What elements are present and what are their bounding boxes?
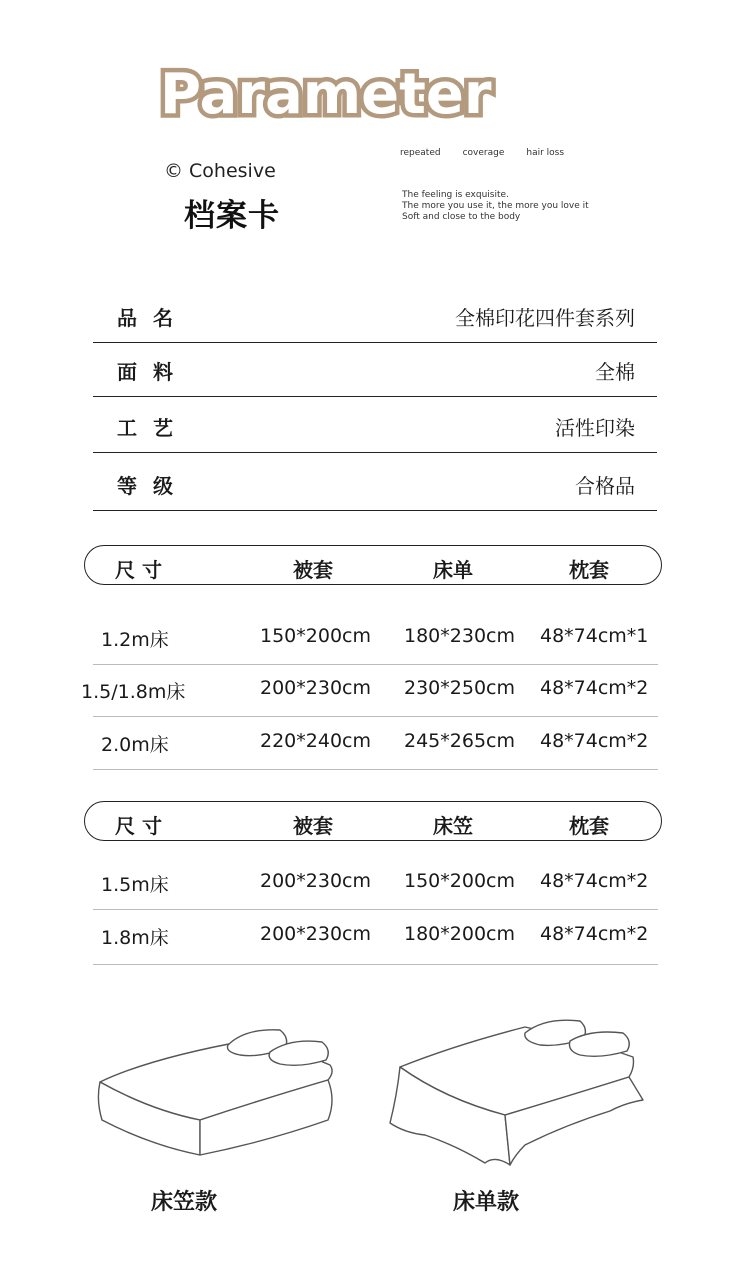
cell-duvet: 200*230cm xyxy=(260,677,371,699)
cell-size: 1.8m床 xyxy=(101,927,169,949)
table-row xyxy=(81,664,658,717)
param-row-name xyxy=(93,288,657,343)
table1-header xyxy=(84,545,662,585)
cell-duvet: 150*200cm xyxy=(260,625,371,647)
table-row xyxy=(93,717,658,770)
cell-size: 2.0m床 xyxy=(101,734,169,756)
header-sheet: 床单 xyxy=(433,558,473,582)
cell-duvet: 200*230cm xyxy=(260,923,371,945)
param-label: 面料 xyxy=(117,360,189,384)
cell-size: 1.5/1.8m床 xyxy=(81,681,186,703)
page-title: Parameter xyxy=(160,62,492,127)
header-duvet: 被套 xyxy=(293,558,333,582)
cell-duvet: 200*230cm xyxy=(260,870,371,892)
cell-size: 1.5m床 xyxy=(101,874,169,896)
tagline-line: The feeling is exquisite. xyxy=(402,190,509,200)
param-label: 工艺 xyxy=(117,416,189,440)
header-pillowcase: 枕套 xyxy=(569,558,609,582)
tag-repeated: repeated xyxy=(400,148,441,158)
cell-sheet: 180*230cm xyxy=(404,625,515,647)
fitted-sheet-style-label: 床笠款 xyxy=(151,1190,218,1215)
param-label: 等级 xyxy=(117,474,189,498)
cell-size: 1.2m床 xyxy=(101,629,169,651)
cell-sheet: 245*265cm xyxy=(404,730,515,752)
cell-fitted-sheet: 180*200cm xyxy=(404,923,515,945)
table-row xyxy=(93,857,658,910)
param-row-grade xyxy=(93,456,657,511)
header-pillowcase: 枕套 xyxy=(569,814,609,838)
header-size: 尺 寸 xyxy=(115,814,162,838)
tag-coverage: coverage xyxy=(462,148,505,158)
param-value: 合格品 xyxy=(575,474,635,498)
param-row-process xyxy=(93,398,657,453)
header-duvet: 被套 xyxy=(293,814,333,838)
param-row-fabric xyxy=(93,342,657,397)
table-row xyxy=(93,612,658,665)
param-value: 活性印染 xyxy=(555,416,635,440)
cell-pillowcase: 48*74cm*2 xyxy=(540,923,649,945)
param-value: 全棉印花四件套系列 xyxy=(455,306,635,330)
header-size: 尺 寸 xyxy=(115,558,162,582)
flat-sheet-bed-illustration xyxy=(385,1015,650,1170)
card-title: 档案卡 xyxy=(184,198,280,234)
param-value: 全棉 xyxy=(595,360,635,384)
tag-hair-loss: hair loss xyxy=(526,148,565,158)
cell-fitted-sheet: 150*200cm xyxy=(404,870,515,892)
tagline-line: The more you use it, the more you love it xyxy=(402,201,589,211)
brand-name: © Cohesive xyxy=(164,160,276,182)
cell-pillowcase: 48*74cm*1 xyxy=(540,625,649,647)
cell-sheet: 230*250cm xyxy=(404,677,515,699)
flat-sheet-style-label: 床单款 xyxy=(453,1190,520,1215)
param-label: 品名 xyxy=(117,306,189,330)
header-fitted-sheet: 床笠 xyxy=(433,814,473,838)
fitted-bed-illustration xyxy=(90,1020,350,1170)
table2-header xyxy=(84,801,662,841)
tagline xyxy=(402,190,589,223)
cell-pillowcase: 48*74cm*2 xyxy=(540,677,649,699)
table-row xyxy=(93,910,658,965)
tagline-line: Soft and close to the body xyxy=(402,212,521,222)
cell-duvet: 220*240cm xyxy=(260,730,371,752)
cell-pillowcase: 48*74cm*2 xyxy=(540,870,649,892)
cell-pillowcase: 48*74cm*2 xyxy=(540,730,649,752)
feature-tags xyxy=(400,148,564,158)
